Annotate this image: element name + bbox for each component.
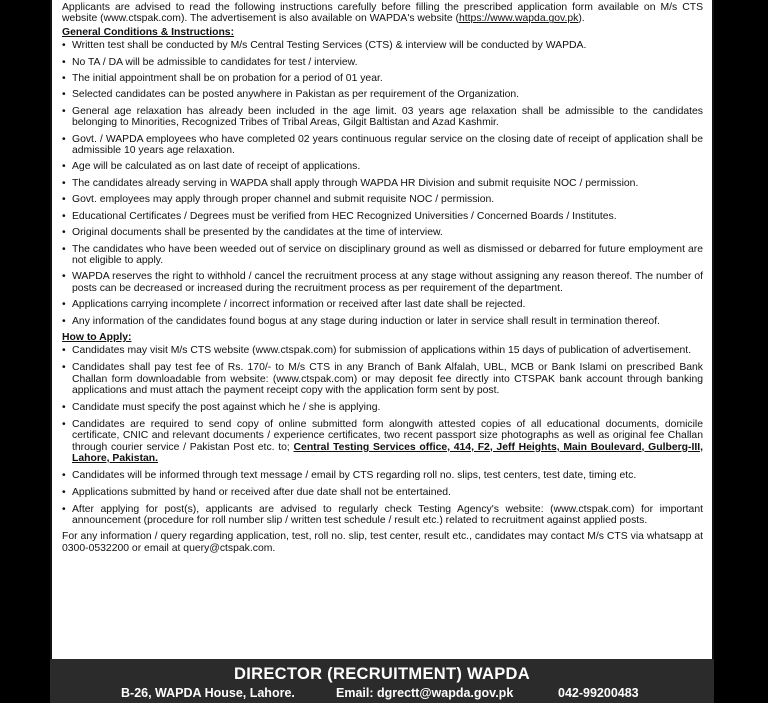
general-conditions-list <box>62 40 703 327</box>
list-item: • Applications carrying incomplete / incorrect information or received after last date shall be rejected. <box>62 299 703 310</box>
list-item: • Candidates shall pay test fee of Rs. 170/- to M/s CTS in any Branch of Bank Alfalah, UBL, MCB or Bank Islami on prescribed Bank Challan form downloadable from website: (www.ctspak.com) or may deposit fee directly into CTSPAK bank account through banking applications and must attach the payment receipt copy with the application form sent by post. <box>62 362 703 396</box>
list-item: • Original documents shall be presented by the candidates at the time of interview. <box>62 227 703 238</box>
intro-paragraph <box>62 2 703 25</box>
intro-close: ). <box>578 13 585 25</box>
list-item: • Candidate must specify the post against which he / she is applying. <box>62 402 703 413</box>
list-item: • Educational Certificates / Degrees must be verified from HEC Recognized Universities / Concerned Boards / Institutes. <box>62 211 703 222</box>
footer-address: B-26, WAPDA House, Lahore. <box>121 686 295 700</box>
wapda-website-link[interactable]: https://www.wapda.gov.pk <box>458 13 579 25</box>
contact-paragraph: For any information / query regarding application, test, roll no. slip, test center, result etc., candidates may contact M/s CTS via whatsapp at 0300-0532200 or email at query@ctspak.com. <box>62 531 703 554</box>
list-item: • Age will be calculated as on last date of receipt of applications. <box>62 161 703 172</box>
list-item: • Govt. employees may apply through proper channel and submit requisite NOC / permission. <box>62 194 703 205</box>
footer-phone: 042-99200483 <box>558 686 639 700</box>
list-item: • After applying for post(s), applicants are advised to regularly check Testing Agency's website: (www.ctspak.com) for important announcement (procedure for roll number slip / written test schedule / result etc.) related to recruitment against applied posts. <box>62 504 703 527</box>
list-item: • Candidates may visit M/s CTS website (www.ctspak.com) for submission of applications within 15 days of publication of advertisement. <box>62 345 703 356</box>
intro-text: Applicants are advised to read the following instructions carefully before filling the prescribed application form available on M/s CTS website (www.ctspak.com). The advertisement is also available on WAPDA's website ( <box>62 2 703 25</box>
list-item: • Govt. / WAPDA employees who have completed 02 years continuous regular service on the closing date of receipt of application shall be admissible 10 years age relaxation. <box>62 134 703 157</box>
list-item: • The candidates who have been weeded out of service on disciplinary ground as well as dismissed or debarred for future employment are not eligible to apply. <box>62 244 703 267</box>
general-conditions-heading: General Conditions & Instructions: <box>62 26 235 38</box>
list-item: • No TA / DA will be admissible to candidates for test / interview. <box>62 57 703 68</box>
how-to-apply-list <box>62 345 703 526</box>
advertisement-sheet <box>50 0 714 703</box>
list-item: • Candidates will be informed through text message / email by CTS regarding roll no. slips, test centers, test date, timing etc. <box>62 470 703 481</box>
cts-office-address: Central Testing Services office, 414, F2, Jeff Heights, Main Boulevard, Gulberg-III, Lahore, Pakistan. <box>72 441 703 465</box>
list-item: • General age relaxation has already been included in the age limit. 03 years age relaxation shall be admissible to the candidates belonging to Minorities, Recognized Tribes of Tribal Areas, Gilgit Baltistan and Azad Kashmir. <box>62 106 703 129</box>
list-item: • The initial appointment shall be on probation for a period of 01 year. <box>62 73 703 84</box>
list-item: • WAPDA reserves the right to withhold / cancel the recruitment process at any stage without assigning any reason thereof. The number of posts can be decreased or increased during the recruitment process as per requirement of the department. <box>62 271 703 294</box>
list-item: • Written test shall be conducted by M/s Central Testing Services (CTS) & interview will be conducted by WAPDA. <box>62 40 703 51</box>
list-item-documents <box>62 419 703 465</box>
how-to-apply-heading: How to Apply: <box>62 331 132 343</box>
footer-banner <box>50 659 714 703</box>
documents-text: Candidates are required to send copy of online submitted form alongwith attested copies of all educational documents, domicile certificate, CNIC and relevant documents / experience certificates, two recent passport size photographs as well as original fee Challan through courier service / Pakistan Post etc. to; <box>72 418 703 453</box>
list-item: • Applications submitted by hand or received after due date shall not be entertained. <box>62 487 703 498</box>
list-item: • Any information of the candidates found bogus at any stage during induction or later in service shall result in termination thereof. <box>62 316 703 327</box>
list-item: • Selected candidates can be posted anywhere in Pakistan as per requirement of the Organization. <box>62 89 703 100</box>
footer-email: Email: dgrectt@wapda.gov.pk <box>336 686 514 700</box>
footer-title: DIRECTOR (RECRUITMENT) WAPDA <box>234 665 530 683</box>
list-item: • The candidates already serving in WAPDA shall apply through WAPDA HR Division and submit requisite NOC / permission. <box>62 178 703 189</box>
advertisement-body <box>50 0 714 659</box>
